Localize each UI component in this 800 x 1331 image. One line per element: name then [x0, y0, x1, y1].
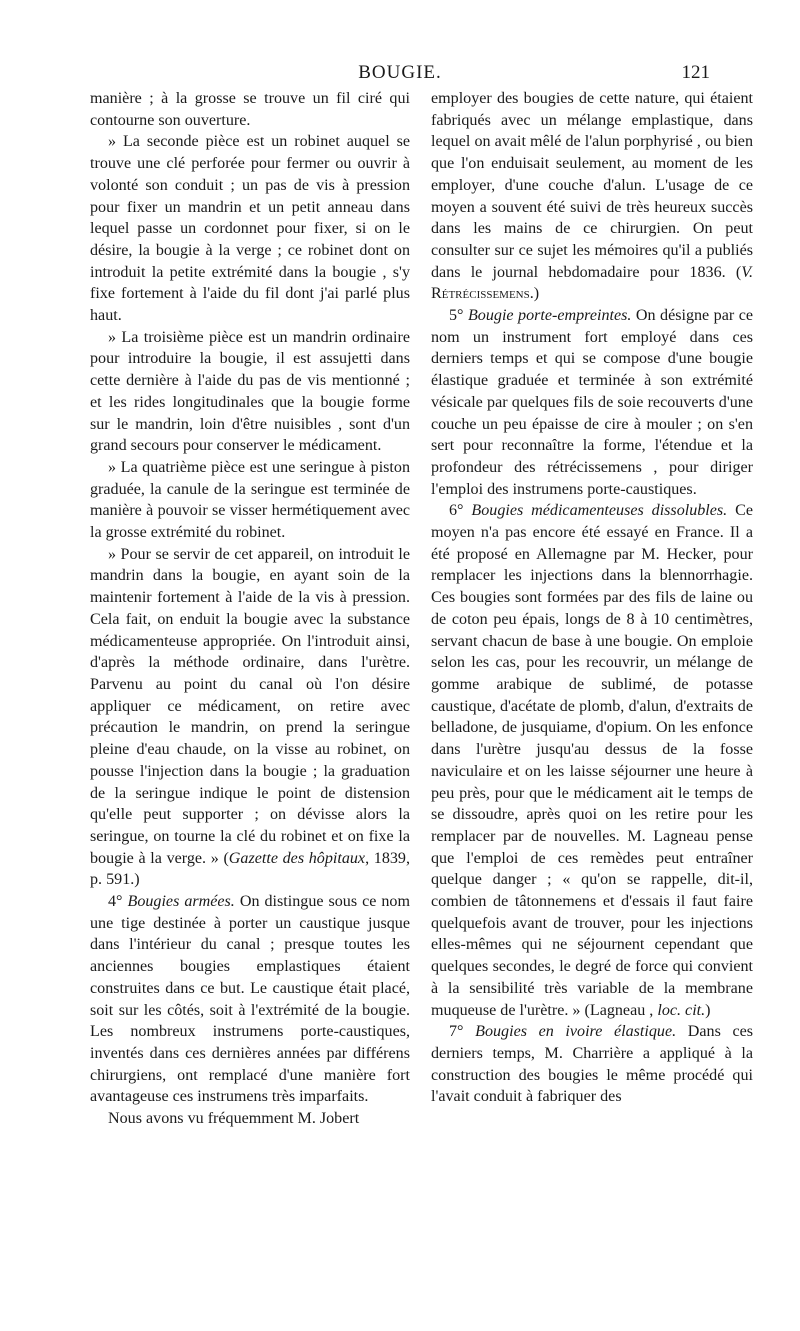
paragraph: [90, 891, 410, 1108]
reference-v: V.: [741, 263, 753, 281]
running-head: [90, 62, 710, 88]
running-title: BOUGIE.: [358, 62, 442, 83]
section-number: 6°: [449, 502, 472, 520]
paragraph: » La quatrième pièce est une seringue à piston graduée, la canule de la seringue est terminée de manière à pouvoir se visser hermétiquement avec la grosse extrémité du robinet.: [90, 458, 410, 542]
paragraph-text: employer des bougies de cette nature, qui étaient fabriqués avec un mélange emplastique, dans lequel on avait mêlé de l'alun porphyrisé , ou bien que l'on enduisait seulement, au moment de les employer, d'une couche d'alun. L'usage de ce moyen a souvent été suivi de très heureux succès dans les mains de ce chirurgien. On peut consulter sur ce sujet les mémoires qu'il a publiés dans le journal hebdomadaire pour 1836. (: [431, 90, 753, 281]
citation-title: Gazette des hôpitaux: [228, 849, 366, 867]
paragraph: manière ; à la grosse se trouve un fil ciré qui contourne son ouverture.: [90, 90, 410, 129]
right-column: [431, 88, 753, 1108]
left-column: [90, 88, 410, 1130]
paragraph-text: On distingue sous ce nom une tige destinée à porter un caustique jusque dans l'intérieur du canal ; presque toutes les anciennes bougies emplastiques étaient construites dans ce but. Le caustique était placé, soit sur les côtés, soit à l'extrémité de la bougie. Les nombreux instrumens porte-caustiques, inventés dans ces dernières années par différens chirurgiens, ont remplacé d'une manière fort avantageuse ces instrumens très imparfaits.: [90, 893, 410, 1106]
section-number: 4°: [108, 893, 128, 911]
citation-close: ): [705, 1001, 711, 1019]
paragraph-text: Ce moyen n'a pas encore été essayé en France. Il a été proposé en Allemagne par M. Hecker, pour remplacer les injections dans la blennorrhagie. Ces bougies sont formées par des fils de laine ou de coton peu épais, longs de 8 à 10 centimètres, servant chacun de base à une bougie. On emploie selon les cas, pour les recouvrir, un mélange de gomme arabique de sublimé, de potasse caustique, d'acétate de plomb, d'alun, d'extraits de belladone, de jusquiame, d'opium. On les enfonce dans l'urètre jusqu'au dessus de la fosse naviculaire et on les laisse séjourner une heure à peu près, pour que le médicament ait le temps de se dissoudre, après quoi on les retire pour les remplacer par de nouvelles. M. Lagneau pense que l'emploi de ces remèdes peut entraîner quelque danger ; « qu'on se rappelle, dit-il, combien de tâtonnemens et d'essais il faut faire quelquefois avant de trouver, pour les injections elles-mêmes qui ne séjournent cependant que quelques secondes, le degré de force qui convient à la sensibilité très variable de la membrane muqueuse de l'urètre. » (Lagneau ,: [431, 502, 753, 1019]
paragraph-text: » Pour se servir de cet appareil, on introduit le mandrin dans la bougie, en ayant soin de la maintenir fortement à l'aide de la vis à pression. Cela fait, on enduit la bougie avec la substance médicamenteuse appropriée. On l'introduit ainsi, d'après la méthode ordinaire, dans l'urètre. Parvenu au point du canal où l'on désire appliquer ce médicament, on retire avec précaution le mandrin, on prend la seringue pleine d'eau chaude, on la visse au robinet, on pousse l'injection dans la bougie ; la graduation de la seringue indique le point de distension qu'elle peut supporter ; on dévisse alors la seringue, on tourne la clé du robinet et on fixe la bougie à la verge. »: [90, 545, 410, 867]
paragraph-text: Dans ces derniers temps, M. Charrière a appliqué à la construction des bougies le même procédé qui l'avait conduit à fabriquer des: [431, 1023, 754, 1106]
paragraph: [431, 305, 753, 500]
section-number: 5°: [449, 307, 468, 325]
page-number: 121: [681, 62, 710, 83]
citation-loc: loc. cit.: [657, 1001, 706, 1019]
section-heading: Bougies en ivoire élastique.: [475, 1023, 677, 1041]
paragraph: » La seconde pièce est un robinet auquel se trouve une clé perforée pour fermer ou ouvrir à volonté son conduit ; un pas de vis à pression pour fixer un mandrin et un petit anneau dans lequel passe un cordonnet pour fixer, si on le désire, la bougie à la verge ; ce robinet dont on introduit la petite extrémité dans la bougie , s'y fixe fortement à l'aide du fil dont j'ai parlé plus haut.: [90, 133, 410, 325]
section-number: 7°: [449, 1023, 476, 1041]
paragraph: Nous avons vu fréquemment M. Jobert: [108, 1110, 360, 1128]
reference-close: ): [533, 285, 540, 303]
paragraph: [431, 1021, 753, 1108]
section-heading: Bougies armées.: [127, 893, 235, 911]
section-heading: Bougies médicamenteuses dissolubles.: [471, 502, 728, 520]
paragraph: [90, 544, 410, 891]
citation-open: (: [223, 849, 229, 867]
paragraph-text: On désigne par ce nom un instrument fort employé dans ces derniers temps et qui se compose d'une bougie élastique graduée et terminée à son extrémité vésicale par quelques fils de soie recouverts d'une couche un peu épaisse de cire à mouler ; on s'en sert pour reconnaître la forme, l'étendue et la profondeur des rétrécissemens , pour diriger l'emploi des instrumens porte-caustiques.: [431, 307, 753, 498]
paragraph: » La troisième pièce est un mandrin ordinaire pour introduire la bougie, il est assujetti dans cette dernière à l'aide du pas de vis mentionné ; et les rides longitudinales que la bougie forme sur le mandrin, loin d'être nuisibles , sont d'un grand secours pour conserver le médicament.: [90, 328, 410, 455]
paragraph: [431, 500, 753, 1021]
paragraph: [431, 88, 753, 305]
reference-word: Rétrécissemens.: [431, 285, 534, 303]
section-heading: Bougie porte-empreintes.: [467, 307, 632, 325]
citation-rest: , 1839, p. 591.): [90, 849, 410, 889]
